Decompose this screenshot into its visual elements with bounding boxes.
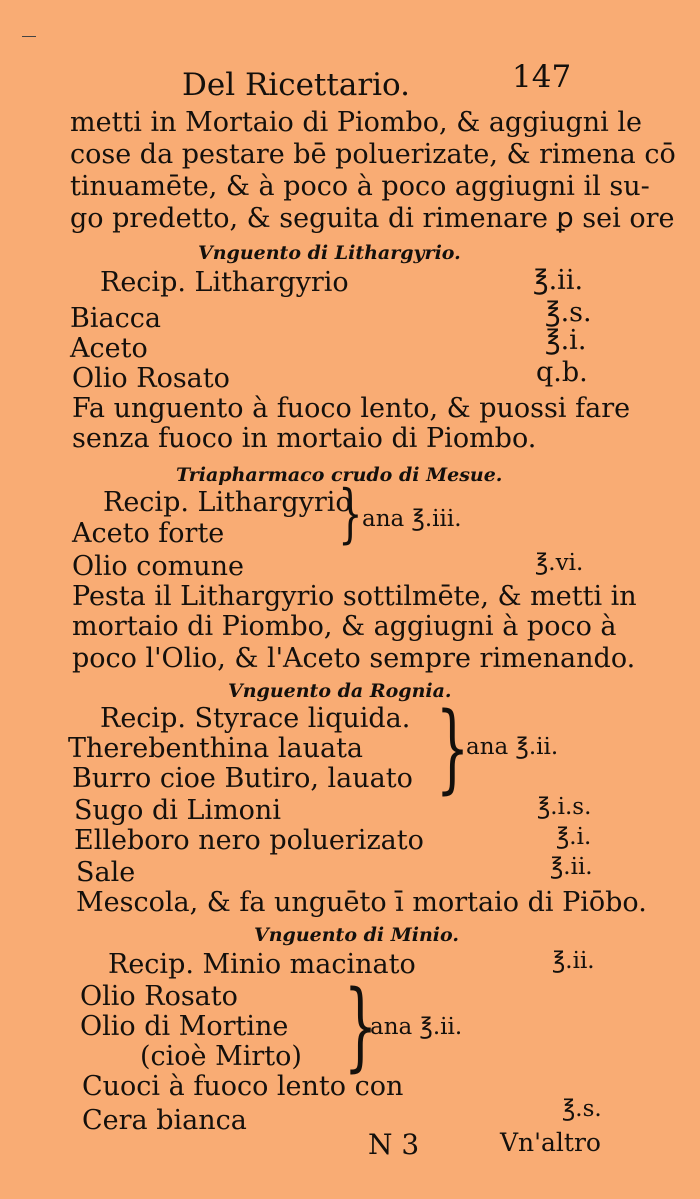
recipe-title: Vnguento da Rognia.: [228, 680, 452, 702]
text-line: Mescola, & fa unguēto ī mortaio di Piōbo.: [76, 887, 647, 918]
ingredient-name: Recip. Lithargyrio: [103, 487, 352, 518]
ingredient-name: Olio comune: [72, 551, 244, 582]
text-line: Cuoci à fuoco lento con: [82, 1071, 404, 1102]
ingredient-name: Olio Rosato: [72, 363, 230, 394]
ingredient-name: (cioè Mirto): [140, 1041, 302, 1072]
brace-icon: }: [435, 692, 470, 804]
ingredient-name: Elleboro nero poluerizato: [74, 825, 424, 856]
ingredient-qty: ℥.ii.: [550, 854, 593, 880]
ingredient-name: Recip. Lithargyrio: [100, 267, 349, 298]
running-head: Del Ricettario.: [182, 67, 411, 103]
brace-icon: }: [343, 970, 378, 1082]
ingredient-qty: ℥.ii.: [552, 948, 595, 974]
ingredient-name: Sugo di Limoni: [74, 795, 281, 826]
ingredient-qty: ℥.i.: [545, 325, 587, 356]
catchword: Vn'altro: [500, 1128, 601, 1157]
ingredient-name: Cera bianca: [82, 1105, 247, 1136]
ingredient-name: Recip. Minio macinato: [108, 949, 416, 980]
ingredient-name: Burro cioe Butiro, lauato: [72, 763, 413, 794]
brace-icon: }: [338, 477, 363, 551]
ingredient-qty: ℥.i.: [556, 824, 592, 850]
ingredient-qty: q.b.: [536, 357, 588, 388]
ingredient-name: Therebenthina lauata: [68, 733, 364, 764]
ingredient-name: Aceto forte: [72, 518, 225, 549]
text-line: cose da pestare bē poluerizate, & rimena cō: [70, 139, 676, 170]
recipe-title: Vnguento di Minio.: [254, 924, 459, 946]
ingredient-name: Olio Rosato: [80, 981, 238, 1012]
ingredient-qty: ℥.i.s.: [537, 794, 592, 820]
text-line: tinuamēte, & à poco à poco aggiugni il su-: [70, 171, 650, 202]
ingredient-name: Olio di Mortine: [80, 1011, 289, 1042]
signature-mark: N 3: [368, 1128, 420, 1161]
recipe-title: Triapharmaco crudo di Mesue.: [176, 464, 503, 486]
text-line: metti in Mortaio di Piombo, & aggiugni le: [70, 107, 643, 138]
text-line: poco l'Olio, & l'Aceto sempre rimenando.: [72, 643, 636, 674]
ingredient-name: Recip. Styrace liquida.: [100, 703, 411, 734]
ingredient-name: Aceto: [70, 333, 148, 364]
margin-mark: [22, 36, 36, 37]
ingredient-qty: ℥.s.: [545, 297, 592, 328]
text-line: Fa unguento à fuoco lento, & puossi fare: [72, 393, 631, 424]
page-number: 147: [512, 59, 572, 95]
ingredient-name: Sale: [76, 857, 136, 888]
ingredient-qty: ℥.vi.: [535, 550, 584, 576]
ingredient-qty: ℥.s.: [562, 1096, 602, 1122]
text-line: Pesta il Lithargyrio sottilmēte, & metti in: [72, 581, 637, 612]
ingredient-name: Biacca: [70, 303, 161, 334]
text-line: mortaio di Piombo, & aggiugni à poco à: [72, 611, 617, 642]
ingredient-qty: ℥.ii.: [533, 265, 584, 296]
ana-quantity: ana ℥.iii.: [362, 506, 462, 532]
text-line: go predetto, & seguita di rimenare ꝑ sei ore: [70, 203, 675, 234]
text-line: senza fuoco in mortaio di Piombo.: [72, 423, 537, 454]
ana-quantity: ana ℥.ii.: [466, 734, 559, 760]
recipe-title: Vnguento di Lithargyrio.: [198, 242, 461, 264]
ana-quantity: ana ℥.ii.: [370, 1014, 463, 1040]
